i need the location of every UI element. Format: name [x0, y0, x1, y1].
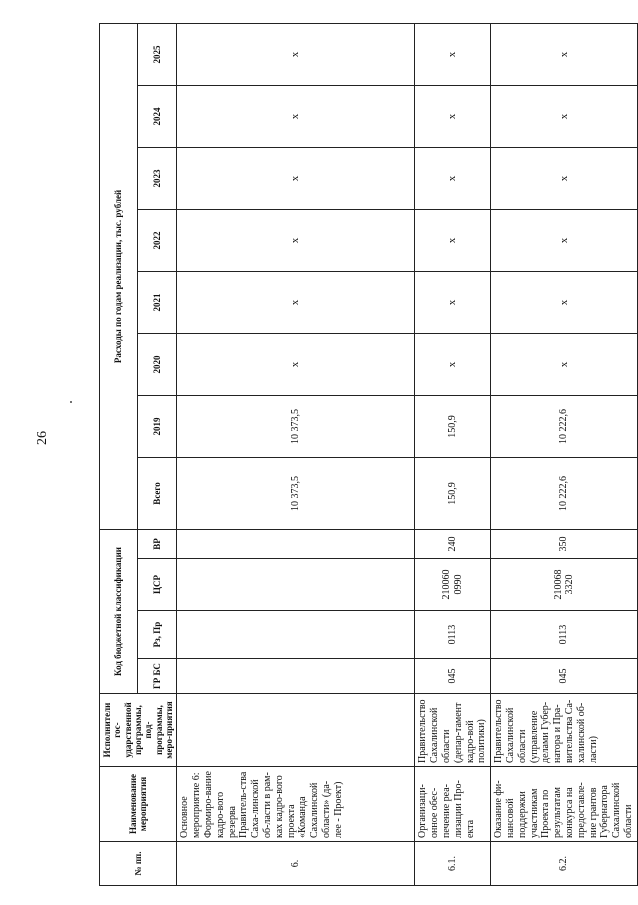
row-2022: х — [177, 209, 415, 271]
row-2021: х — [491, 271, 638, 333]
rotated-table-frame — [99, 23, 634, 886]
row-vr — [177, 529, 415, 558]
header-csr: ЦСР — [138, 559, 177, 611]
row-total: 150,9 — [415, 457, 491, 529]
header-num: № пп. — [100, 842, 177, 886]
row-2020: х — [491, 333, 638, 395]
row-2024: х — [177, 85, 415, 147]
header-grbs: ГР БС — [138, 659, 177, 694]
row-2019: 10 222,6 — [491, 395, 638, 457]
row-2025: х — [177, 23, 415, 85]
row-2024: х — [491, 85, 638, 147]
row-csr — [177, 559, 415, 611]
program-activities-table — [99, 23, 638, 886]
table-row — [491, 23, 638, 885]
row-2020: х — [177, 333, 415, 395]
row-csr: 210068 3320 — [491, 559, 638, 611]
row-executor — [177, 694, 415, 767]
row-2021: х — [415, 271, 491, 333]
row-csr: 210060 0990 — [415, 559, 491, 611]
row-2020: х — [415, 333, 491, 395]
row-2023: х — [491, 147, 638, 209]
row-num: 6. — [177, 842, 415, 886]
header-2020: 2020 — [138, 333, 177, 395]
row-executor: Правительство Сахалинской области (депар-тамент кадро-вой политики) — [415, 694, 491, 767]
row-2021: х — [177, 271, 415, 333]
scan-dot — [70, 401, 72, 403]
row-total: 10 373,5 — [177, 457, 415, 529]
row-name: Оказание фи-нансовой поддержки участникам Проекта по результатам конкурса на предоставле-ние грантов Губернатора Сахалинской области — [491, 767, 638, 842]
row-total: 10 222,6 — [491, 457, 638, 529]
row-2025: х — [491, 23, 638, 85]
row-2025: х — [415, 23, 491, 85]
header-expenses: Расходы по годам реализации, тыс. рублей — [100, 23, 138, 529]
header-budget-code: Код бюджетной классификации — [100, 529, 138, 693]
header-rzpr: Рз, Пр — [138, 611, 177, 659]
row-name: Организаци-онное обес-печение реа-лизации Про-екта — [415, 767, 491, 842]
row-2019: 10 373,5 — [177, 395, 415, 457]
row-2023: х — [415, 147, 491, 209]
row-executor: Правительство Сахалинской области (управление делами Губер-натора и Пра-вительства Са-халинской об-ласти) — [491, 694, 638, 767]
header-name: Наименование мероприятия — [100, 767, 177, 842]
row-vr: 350 — [491, 529, 638, 558]
page-number: 26 — [35, 431, 50, 445]
row-2022: х — [491, 209, 638, 271]
header-2022: 2022 — [138, 209, 177, 271]
header-executor: Исполнители гос-ударственной программы, под-программы, меро-приятия — [100, 694, 177, 767]
header-2024: 2024 — [138, 85, 177, 147]
header-2023: 2023 — [138, 147, 177, 209]
header-vr: ВР — [138, 529, 177, 558]
table-row — [177, 23, 415, 885]
row-rzpr: 0113 — [415, 611, 491, 659]
row-name: Основное мероприятие 6: Формиро-вание кадро-вого резерва Правитель-ства Саха-линской об-ласти в рам-ках кадро-вого проекта «Команда Сахалинской области» (да-лее - Проект) — [177, 767, 415, 842]
header-row-top — [100, 23, 138, 885]
row-grbs: 045 — [491, 659, 638, 694]
row-rzpr: 0113 — [491, 611, 638, 659]
row-num: 6.2. — [491, 842, 638, 886]
header-2021: 2021 — [138, 271, 177, 333]
row-vr: 240 — [415, 529, 491, 558]
table-container — [99, 23, 634, 886]
row-grbs — [177, 659, 415, 694]
row-rzpr — [177, 611, 415, 659]
header-total: Всего — [138, 457, 177, 529]
row-2019: 150,9 — [415, 395, 491, 457]
header-2025: 2025 — [138, 23, 177, 85]
row-grbs: 045 — [415, 659, 491, 694]
row-num: 6.1. — [415, 842, 491, 886]
row-2024: х — [415, 85, 491, 147]
table-row — [415, 23, 491, 885]
row-2022: х — [415, 209, 491, 271]
header-2019: 2019 — [138, 395, 177, 457]
row-2023: х — [177, 147, 415, 209]
